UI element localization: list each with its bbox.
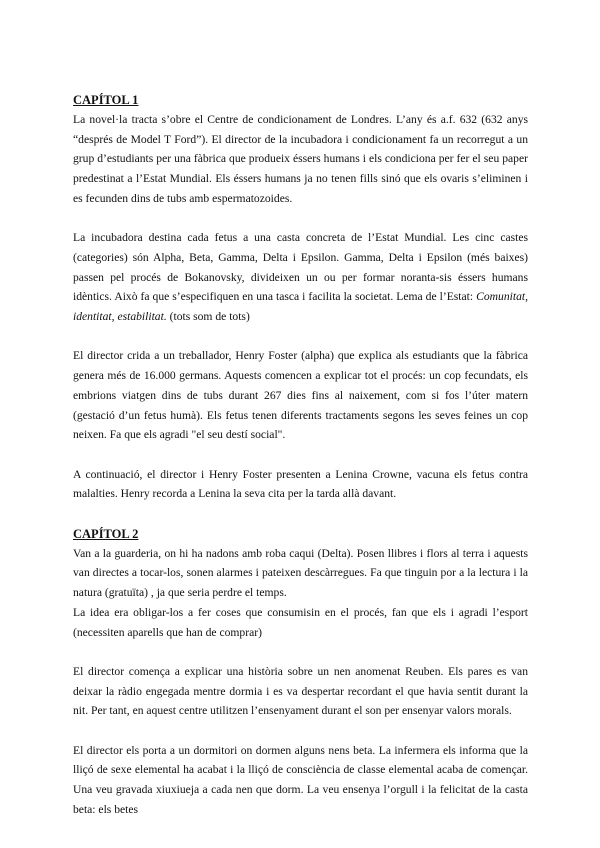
paragraph-2-end: (tots som de tots) [166, 310, 250, 324]
chapter-1-heading: CAPÍTOL 1 [73, 93, 139, 107]
document-page [73, 90, 528, 820]
chapter-1-paragraph-4: A continuació, el director i Henry Foster presenten a Lenina Crowne, vacuna els fetus contra malalties. Henry recorda a Lenina la seva cita per la tarda allà davant. [73, 467, 528, 501]
chapter-1-paragraph-2 [73, 228, 528, 327]
chapter-2-paragraph-3: El director comença a explicar una història sobre un nen anomenat Reuben. Els pares es van deixar la ràdio engegada mentre dormia i es va despertar recordant el que havia sentit durant la nit. Per tant, en aquest centre utilitzen l’ensenyament durant el son per ensenyar valors morals. [73, 664, 528, 718]
state-motto: Comunitat, identitat, estabilitat. [73, 290, 528, 324]
chapter-2-paragraph-2: La idea era obligar-los a fer coses que consumisin en el procés, fan que els i agradi l’esport (necessiten aparells que han de comprar) [73, 605, 528, 639]
paragraph-2-text: La incubadora destina cada fetus a una casta concreta de l’Estat Mundial. Les cinc castes (categories) són Alpha, Beta, Gamma, Delta i Epsilon. Gamma, Delta i Epsilon (més baixes) passen pel procés de Bokanovsky, divideixen un ou per formar noranta-sis éssers humans idèntics. Això fa que s’especifiquen en una tasca i facilita la societat. Lema de l’Estat: [73, 231, 528, 304]
chapter-2-paragraph-1: Van a la guarderia, on hi ha nadons amb roba caqui (Delta). Posen llibres i flors al terra i aquests van directes a tocar-los, sonen alarmes i pateixen descàrregues. Fa que tinguin por a la lectura i la natura (gratuïta) , ja que seria perdre el temps. [73, 546, 528, 600]
chapter-1-paragraph-3: El director crida a un treballador, Henry Foster (alpha) que explica als estudiants que la fàbrica genera més de 16.000 germans. Aquests comencen a explicar tot el procés: un cop fecundats, els embrions viatgen dins de tubs durant 267 dies fins al naixement, com si fos l’úter matern (gestació d’un fetus humà). Els fetus tenen diferents tractaments segons les seves feines un cop neixen. Fa que els agradi "el seu destí social". [73, 349, 528, 442]
chapter-1-paragraph-1: La novel·la tracta s’obre el Centre de condicionament de Londres. L’any és a.f. 632 (632 anys “després de Model T Ford”). El director de la incubadora i condicionament fa un recorregut a un grup d’estudiants per una fàbrica que produeix éssers humans i els condiciona per fer el seu paper predestinat a l’Estat Mundial. Els éssers humans ja no tenen fills sinó que els ovaris s’eliminen i es fecunden dins de tubs amb espermatozoides. [73, 113, 528, 205]
chapter-2-paragraph-4: El director els porta a un dormitori on dormen alguns nens beta. La infermera els informa que la lliçó de sexe elemental ha acabat i la lliçó de consciència de classe elemental acaba de començar. Una veu gravada xiuxiueja a cada nen que dorm. La veu ensenya l’orgull i la felicitat de la casta beta: els betes [73, 743, 528, 816]
chapter-2-heading: CAPÍTOL 2 [73, 526, 139, 541]
